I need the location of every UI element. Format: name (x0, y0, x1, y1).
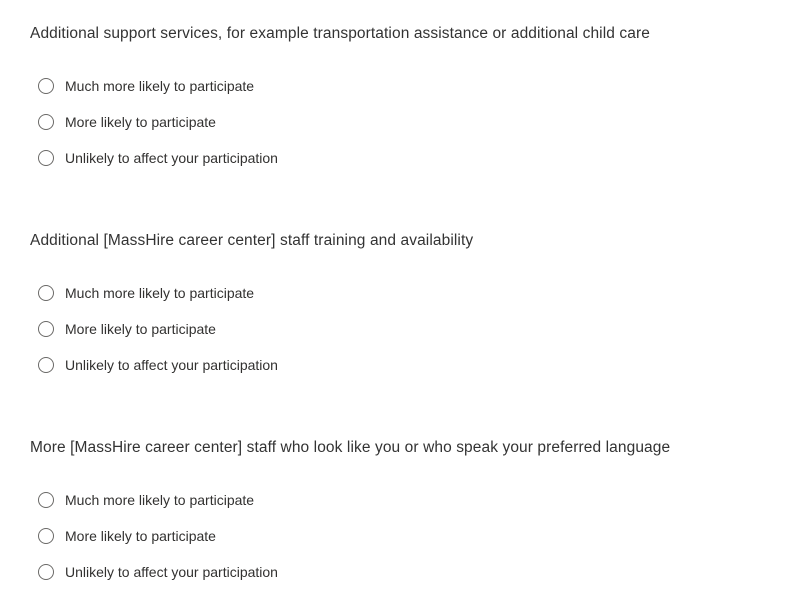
radio-option-unlikely[interactable] (38, 554, 772, 590)
radio-button-icon[interactable] (38, 357, 54, 373)
radio-option-label: Unlikely to affect your participation (65, 356, 278, 373)
radio-option-label: Much more likely to participate (65, 491, 255, 508)
radio-group (30, 275, 772, 383)
radio-option-much-more-likely[interactable] (38, 275, 772, 311)
radio-button-icon[interactable] (38, 78, 54, 94)
radio-option-label: Unlikely to affect your participation (65, 563, 278, 580)
radio-button-icon[interactable] (38, 528, 54, 544)
radio-option-unlikely[interactable] (38, 140, 772, 176)
radio-option-label: More likely to participate (65, 113, 216, 130)
radio-option-label: Much more likely to participate (65, 284, 255, 301)
question-block-3 (30, 438, 772, 590)
radio-group (30, 68, 772, 176)
radio-button-icon[interactable] (38, 564, 54, 580)
radio-group (30, 482, 772, 590)
radio-option-label: More likely to participate (65, 320, 216, 337)
radio-option-more-likely[interactable] (38, 311, 772, 347)
radio-option-much-more-likely[interactable] (38, 482, 772, 518)
radio-button-icon[interactable] (38, 150, 54, 166)
radio-option-much-more-likely[interactable] (38, 68, 772, 104)
radio-option-unlikely[interactable] (38, 347, 772, 383)
radio-button-icon[interactable] (38, 114, 54, 130)
radio-option-more-likely[interactable] (38, 518, 772, 554)
radio-option-label: Much more likely to participate (65, 77, 255, 94)
question-title: Additional support services, for example transportation assistance or additional child care (30, 25, 650, 42)
radio-button-icon[interactable] (38, 321, 54, 337)
question-block-1 (30, 24, 772, 176)
question-block-2 (30, 231, 772, 383)
radio-button-icon[interactable] (38, 492, 54, 508)
radio-option-more-likely[interactable] (38, 104, 772, 140)
question-title: More [MassHire career center] staff who look like you or who speak your preferred language (30, 439, 671, 456)
radio-button-icon[interactable] (38, 285, 54, 301)
radio-option-label: Unlikely to affect your participation (65, 149, 278, 166)
question-title: Additional [MassHire career center] staff training and availability (30, 232, 474, 249)
radio-option-label: More likely to participate (65, 527, 216, 544)
